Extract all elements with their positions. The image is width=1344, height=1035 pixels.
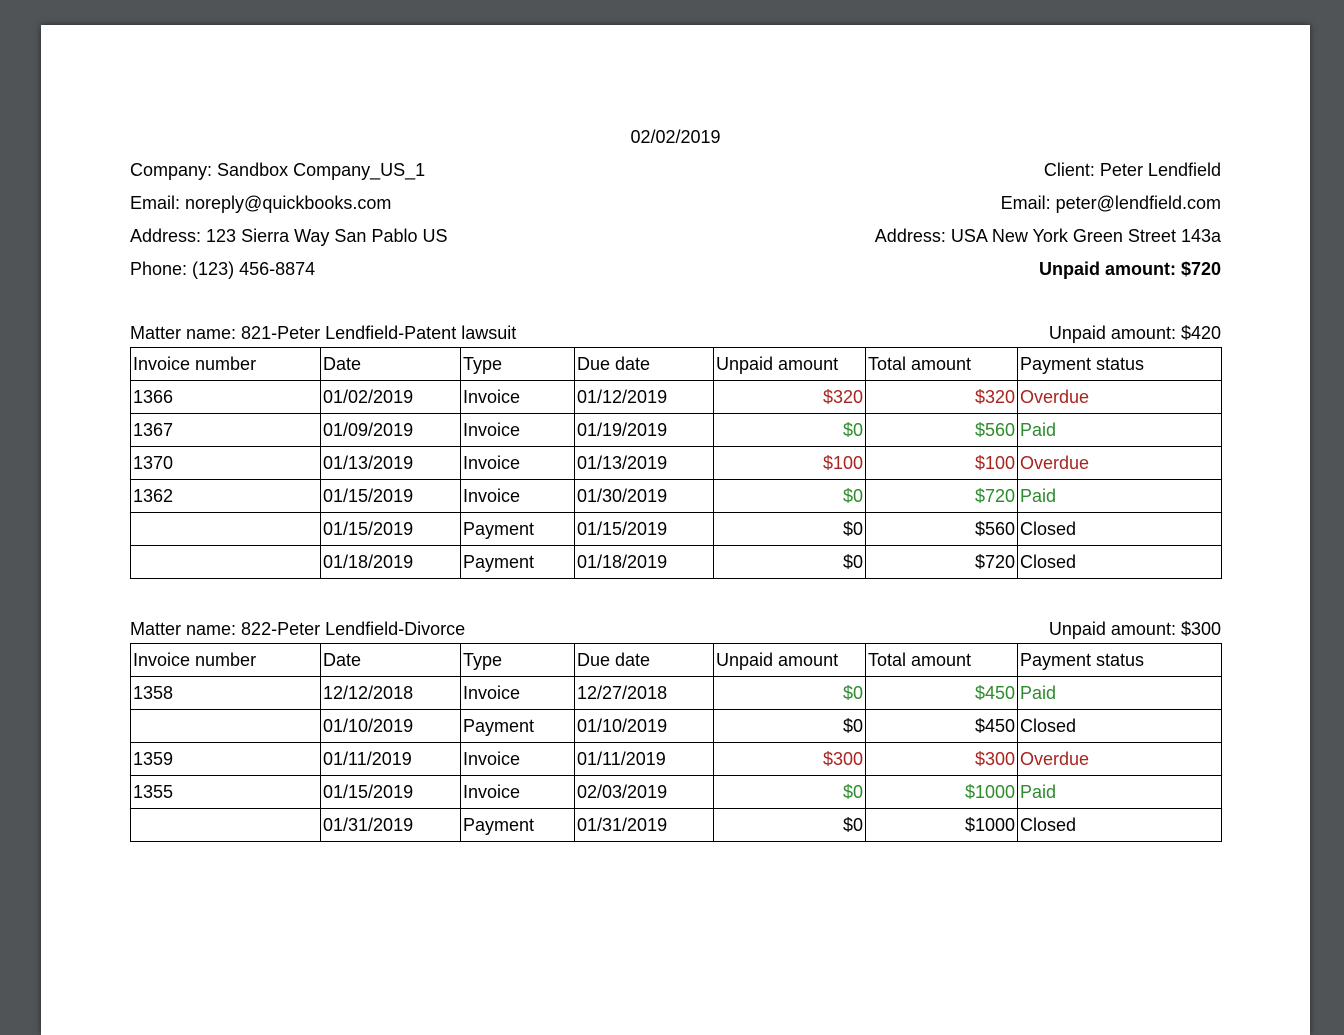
col-header-type: Type <box>461 348 575 381</box>
cell-due-date: 02/03/2019 <box>575 776 714 809</box>
cell-payment-status: Paid <box>1018 776 1222 809</box>
client-email: Email: peter@lendfield.com <box>1000 193 1221 213</box>
cell-due-date: 01/31/2019 <box>575 809 714 842</box>
cell-invoice-number: 1359 <box>131 743 321 776</box>
matter-unpaid: Unpaid amount: $300 <box>1048 619 1221 639</box>
cell-type: Invoice <box>461 381 575 414</box>
matter-unpaid: Unpaid amount: $420 <box>1048 323 1221 343</box>
col-header-type: Type <box>461 644 575 677</box>
col-header-unpaid-amount: Unpaid amount <box>714 644 866 677</box>
cell-due-date: 12/27/2018 <box>575 677 714 710</box>
cell-date: 01/11/2019 <box>321 743 461 776</box>
cell-total-amount: $320 <box>866 381 1018 414</box>
cell-payment-status: Paid <box>1018 414 1222 447</box>
col-header-total-amount: Total amount <box>866 348 1018 381</box>
cell-unpaid-amount: $0 <box>714 513 866 546</box>
document-page <box>41 25 1310 1035</box>
cell-unpaid-amount: $0 <box>714 710 866 743</box>
table-row <box>131 546 1222 579</box>
col-header-payment-status: Payment status <box>1018 348 1222 381</box>
col-header-date: Date <box>321 348 461 381</box>
matter-name: Matter name: 822-Peter Lendfield-Divorce <box>130 619 466 639</box>
cell-due-date: 01/30/2019 <box>575 480 714 513</box>
cell-total-amount: $300 <box>866 743 1018 776</box>
table-header-row <box>131 644 1222 677</box>
cell-date: 01/10/2019 <box>321 710 461 743</box>
cell-type: Invoice <box>461 776 575 809</box>
cell-unpaid-amount: $0 <box>714 776 866 809</box>
cell-total-amount: $100 <box>866 447 1018 480</box>
company-address: Address: 123 Sierra Way San Pablo US <box>130 226 448 246</box>
col-header-date: Date <box>321 644 461 677</box>
cell-invoice-number: 1366 <box>131 381 321 414</box>
cell-type: Payment <box>461 546 575 579</box>
cell-invoice-number <box>131 809 321 842</box>
table-row <box>131 381 1222 414</box>
cell-invoice-number: 1355 <box>131 776 321 809</box>
cell-payment-status: Closed <box>1018 809 1222 842</box>
cell-type: Invoice <box>461 677 575 710</box>
cell-due-date: 01/10/2019 <box>575 710 714 743</box>
table-row <box>131 513 1222 546</box>
matter-header <box>130 322 1221 344</box>
invoice-table <box>130 347 1222 579</box>
company-name: Company: Sandbox Company_US_1 <box>130 160 426 180</box>
cell-type: Payment <box>461 710 575 743</box>
cell-unpaid-amount: $300 <box>714 743 866 776</box>
cell-type: Invoice <box>461 447 575 480</box>
company-email: Email: noreply@quickbooks.com <box>130 193 392 213</box>
cell-total-amount: $720 <box>866 546 1018 579</box>
cell-payment-status: Closed <box>1018 546 1222 579</box>
cell-unpaid-amount: $0 <box>714 414 866 447</box>
cell-payment-status: Overdue <box>1018 447 1222 480</box>
cell-total-amount: $1000 <box>866 776 1018 809</box>
cell-unpaid-amount: $0 <box>714 677 866 710</box>
client-unpaid-total: Unpaid amount: $720 <box>1038 259 1221 279</box>
table-row <box>131 447 1222 480</box>
table-row <box>131 743 1222 776</box>
cell-date: 01/15/2019 <box>321 776 461 809</box>
cell-invoice-number: 1358 <box>131 677 321 710</box>
cell-payment-status: Closed <box>1018 513 1222 546</box>
col-header-payment-status: Payment status <box>1018 644 1222 677</box>
cell-type: Payment <box>461 513 575 546</box>
cell-payment-status: Closed <box>1018 710 1222 743</box>
cell-total-amount: $560 <box>866 414 1018 447</box>
cell-type: Invoice <box>461 414 575 447</box>
cell-date: 12/12/2018 <box>321 677 461 710</box>
company-phone: Phone: (123) 456-8874 <box>130 259 316 279</box>
col-header-invoice-number: Invoice number <box>131 644 321 677</box>
cell-invoice-number: 1367 <box>131 414 321 447</box>
cell-date: 01/15/2019 <box>321 513 461 546</box>
cell-type: Payment <box>461 809 575 842</box>
cell-type: Invoice <box>461 743 575 776</box>
cell-unpaid-amount: $100 <box>714 447 866 480</box>
table-row <box>131 809 1222 842</box>
cell-due-date: 01/18/2019 <box>575 546 714 579</box>
cell-total-amount: $450 <box>866 710 1018 743</box>
client-address: Address: USA New York Green Street 143a <box>874 226 1221 246</box>
cell-invoice-number <box>131 710 321 743</box>
header-row-2 <box>130 192 1221 214</box>
matter-name: Matter name: 821-Peter Lendfield-Patent lawsuit <box>130 323 517 343</box>
header-row-1 <box>130 159 1221 181</box>
table-row <box>131 776 1222 809</box>
cell-date: 01/31/2019 <box>321 809 461 842</box>
table-row <box>131 414 1222 447</box>
cell-unpaid-amount: $320 <box>714 381 866 414</box>
cell-total-amount: $450 <box>866 677 1018 710</box>
cell-type: Invoice <box>461 480 575 513</box>
cell-unpaid-amount: $0 <box>714 546 866 579</box>
report-date: 02/02/2019 <box>630 127 721 147</box>
table-header-row <box>131 348 1222 381</box>
cell-payment-status: Paid <box>1018 677 1222 710</box>
cell-due-date: 01/13/2019 <box>575 447 714 480</box>
col-header-unpaid-amount: Unpaid amount <box>714 348 866 381</box>
cell-payment-status: Paid <box>1018 480 1222 513</box>
cell-due-date: 01/12/2019 <box>575 381 714 414</box>
cell-date: 01/18/2019 <box>321 546 461 579</box>
matter-header <box>130 618 1221 640</box>
header-row-4 <box>130 258 1221 280</box>
cell-date: 01/09/2019 <box>321 414 461 447</box>
cell-date: 01/02/2019 <box>321 381 461 414</box>
cell-due-date: 01/19/2019 <box>575 414 714 447</box>
col-header-total-amount: Total amount <box>866 644 1018 677</box>
cell-invoice-number <box>131 546 321 579</box>
cell-date: 01/13/2019 <box>321 447 461 480</box>
cell-invoice-number <box>131 513 321 546</box>
cell-payment-status: Overdue <box>1018 743 1222 776</box>
col-header-invoice-number: Invoice number <box>131 348 321 381</box>
col-header-due-date: Due date <box>575 348 714 381</box>
cell-date: 01/15/2019 <box>321 480 461 513</box>
cell-unpaid-amount: $0 <box>714 809 866 842</box>
col-header-due-date: Due date <box>575 644 714 677</box>
cell-invoice-number: 1370 <box>131 447 321 480</box>
cell-due-date: 01/15/2019 <box>575 513 714 546</box>
cell-unpaid-amount: $0 <box>714 480 866 513</box>
cell-total-amount: $560 <box>866 513 1018 546</box>
table-row <box>131 710 1222 743</box>
cell-due-date: 01/11/2019 <box>575 743 714 776</box>
table-row <box>131 480 1222 513</box>
cell-payment-status: Overdue <box>1018 381 1222 414</box>
cell-total-amount: $1000 <box>866 809 1018 842</box>
invoice-table <box>130 643 1222 842</box>
header-row-3 <box>130 225 1221 247</box>
cell-total-amount: $720 <box>866 480 1018 513</box>
cell-invoice-number: 1362 <box>131 480 321 513</box>
client-name: Client: Peter Lendfield <box>1043 160 1221 180</box>
table-row <box>131 677 1222 710</box>
